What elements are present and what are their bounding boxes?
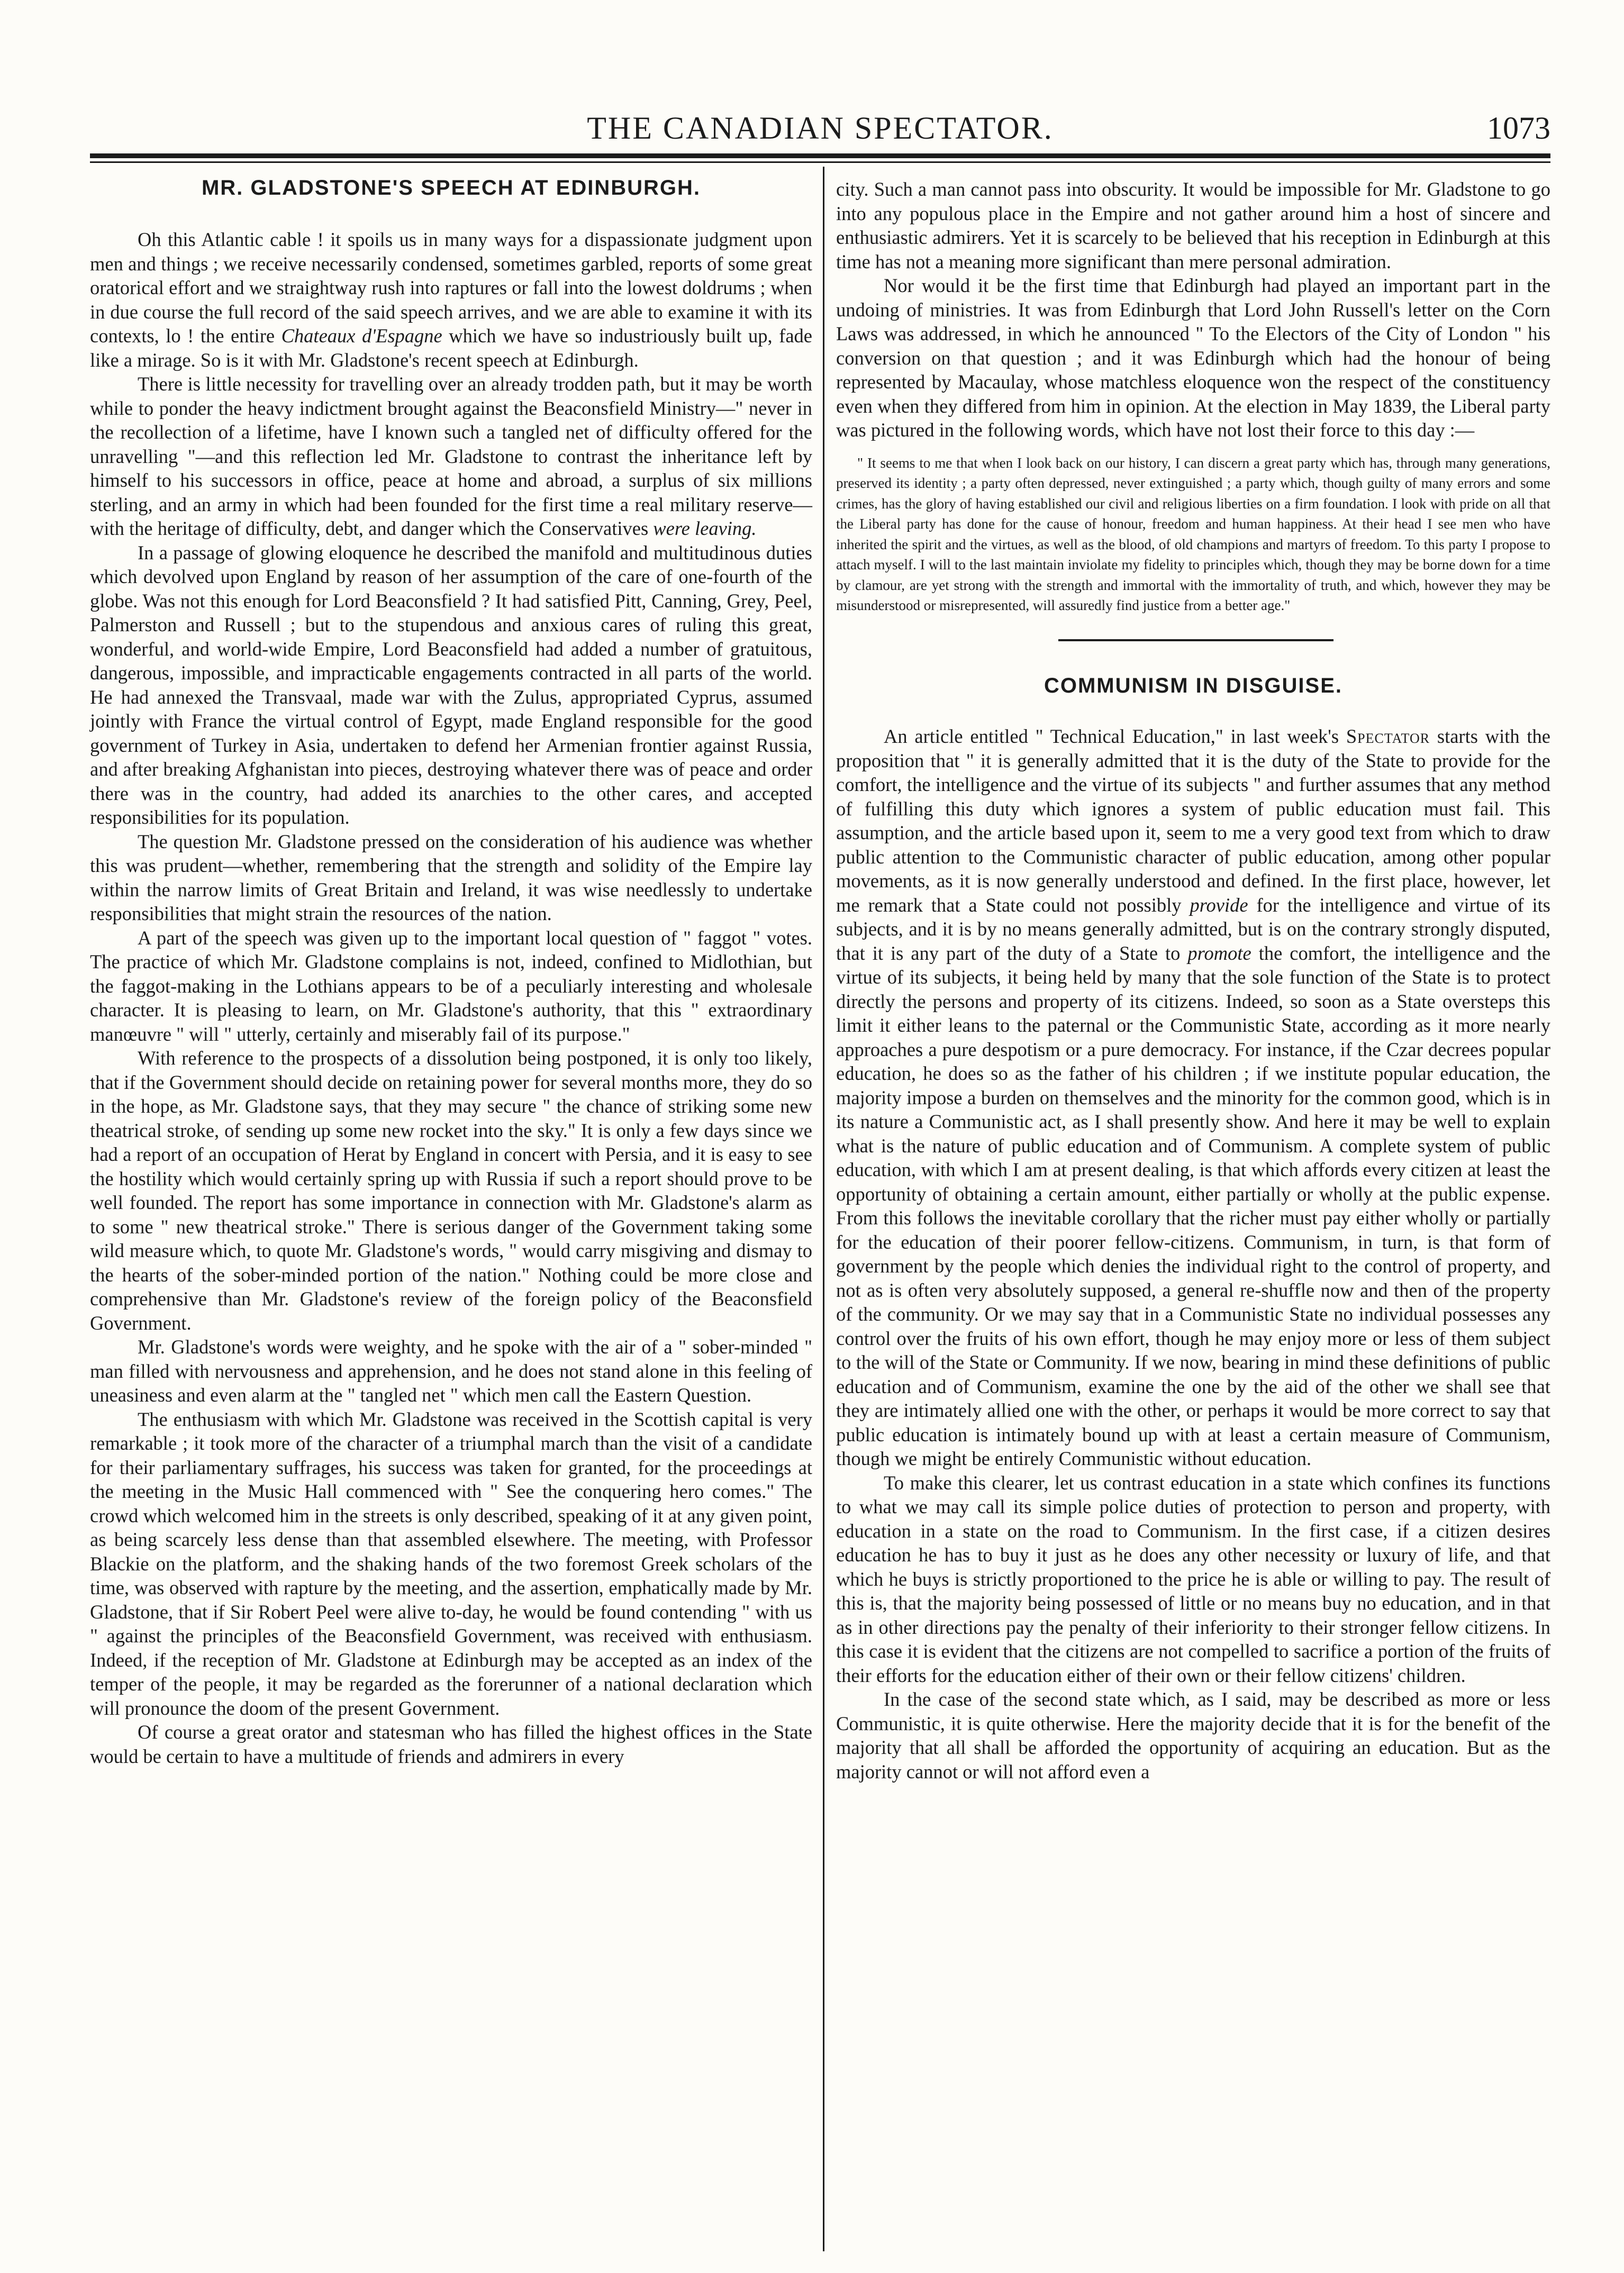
paragraph-continued: city. Such a man cannot pass into obscurity. It would be impossible for Mr. Gladstone to go into any populous place in the Empire and not gather around him a host of sincere and enthusiastic admirers. Yet it is scarcely to be believed that his reception in Edinburgh at this time has not a meaning more significant than mere personal admiration.: [836, 178, 1550, 272]
article-title-communism: COMMUNISM IN DISGUISE.: [1044, 674, 1343, 697]
paragraph: Nor would it be the first time that Edinburgh had played an important part in the undoing of ministries. It was from Edinburgh that Lord John Russell's letter on the Corn Laws was addressed, in which he announced " To the Electors of the City of London " his conversion on that question ; and it was Edinburgh which had the honour of being represented by Macaulay, whose matchless eloquence won the respect of the constituency even when they differed from him in opinion. At the election in May 1839, the Liberal party was pictured in the following words, which have not lost their force to this day :—: [836, 275, 1550, 441]
paragraph: Mr. Gladstone's words were weighty, and he spoke with the air of a " sober-minded " man filled with nervousness and apprehension, and he does not stand alone in this feeling of uneasiness and even alarm at the " tangled net " which men call the Eastern Question.: [90, 1336, 812, 1406]
paragraph: There is little necessity for travelling over an already trodden path, but it may be worth while to ponder the heavy indictment brought against the Beaconsfield Ministry—" never in the recollection of a lifetime, have I known such a tangled net of difficulty offered for the unravelling "—and this reflection led Mr. Gladstone to contrast the inheritance left by himself to his successors in office, peace at home and abroad, a surplus of six millions sterling, and an army in which had been founded for the first time a real military reserve—with the heritage of difficulty, debt, and danger which the Conservatives were leaving.: [90, 373, 812, 539]
paragraph: Of course a great orator and statesman who has filled the highest offices in the State would be certain to have a multitude of friends and admirers in every: [90, 1721, 812, 1767]
section-separator: [836, 631, 1550, 658]
page-number: 1073: [1487, 111, 1550, 146]
paragraph: An article entitled " Technical Education," in last week's Spectator starts with the proposition that " it is generally admitted that it is the duty of the State to provide for the comfort, the intelligence and the virtue of its subjects " and further assumes that any method of fulfilling this duty which ignores a system of public education must fail. This assumption, and the article based upon it, seem to me a very good text from which to draw public attention to the Communistic character of public education, among other popular movements, as it is now generally understood and defined. In the first place, however, let me remark that a State could not possibly provide for the intelligence and virtue of its subjects, and it is by no means generally admitted, but is on the contrary strongly disputed, that it is any part of the duty of a State to promote the comfort, the intelligence and the virtue of its subjects, it being held by many that the sole function of the State is to protect directly the persons and property of its citizens. Indeed, so soon as a State oversteps this limit it either leans to the paternal or the Communistic State, according as it more nearly approaches a pure despotism or a pure democracy. For instance, if the Czar decrees popular education, he does so as the father of his children ; if we institute popular education, the majority impose a burden on themselves and the minority for the common good, which is in its nature a Communistic act, as I shall presently show. And here it may be well to explain what is the nature of public education and of Communism. A complete system of public education, with which I am at present dealing, is that which affords every citizen at least the opportunity of obtaining a certain amount, either partially or wholly at the public expense. From this follows the inevitable corollary that the richer must pay either wholly or partially for the education of their poorer fellow-citizens. Communism, in turn, is that form of government by the people which denies the individual right to the control of property, and not as is often very absolutely supposed, a general re-shuffle now and then of the property of the community. Or we may say that in a Communistic State no individual possesses any control over the fruits of his own effort, though he may enjoy more or less of them subject to the will of the State or Community. If we now, bearing in mind these definitions of public education and of Communism, examine the one by the aid of the other we shall see that they are intimately allied one with the other, or perhaps it would be more correct to say that public education is intimately bound up with at least a certain measure of Communism, though we might be entirely Communistic without education.: [836, 725, 1551, 1469]
left-column: [90, 177, 812, 1768]
paragraph: With reference to the prospects of a dissolution being postponed, it is only too likely, that if the Government should decide on retaining power for several months more, they do so in the hope, as Mr. Gladstone says, that they may secure " the chance of striking some new theatrical stroke, of sending up some new rocket into the sky." It is only a few days since we had a report of an occupation of Herat by England in concert with Persia, and it is easy to see the hostility which would certainly spring up with Russia if such a report should prove to be well founded. The report has some importance in connection with Mr. Gladstone's alarm as to some " new theatrical stroke." There is serious danger of the Government taking some wild measure which, to quote Mr. Gladstone's words, " would carry misgiving and dismay to the hearts of the sober-minded portion of the nation." Nothing could be more close and comprehensive than Mr. Gladstone's review of the foreign policy of the Beaconsfield Government.: [90, 1047, 812, 1334]
paragraph: Oh this Atlantic cable ! it spoils us in many ways for a dispassionate judgment upon men and things ; we receive necessarily condensed, sometimes garbled, reports of some great oratorical effort and we straightway rush into raptures or fall into the lowest doldrums ; when in due course the full record of the said speech arrives, and we are able to examine it with its contexts, lo ! the entire Chateaux d'Espagne which we have so industriously built up, fade like a mirage. So is it with Mr. Gladstone's recent speech at Edinburgh.: [90, 229, 812, 371]
publication-title: THE CANADIAN SPECTATOR.: [587, 111, 1054, 146]
paragraph: A part of the speech was given up to the important local question of " faggot " votes. The practice of which Mr. Gladstone complains is not, indeed, confined to Midlothian, but the faggot-making in the Lothians appears to be of a peculiarly interesting and wholesale character. It is pleasing to learn, on Mr. Gladstone's authority, that this " extraordinary manœuvre " will " utterly, certainly and miserably fail of its purpose.": [90, 926, 812, 1045]
column-divider: [823, 167, 824, 2251]
article-title-gladstone: MR. GLADSTONE'S SPEECH AT EDINBURGH.: [201, 176, 701, 199]
paragraph: The enthusiasm with which Mr. Gladstone was received in the Scottish capital is very remarkable ; it took more of the character of a triumphal march than the visit of a candidate for their parliamentary suffrages, his success was taken for granted, for the proceedings at the meeting in the Music Hall commenced with " See the conquering hero comes." The crowd which welcomed him in the streets is only described, speaking of it at any given point, as being scarcely less dense than that assembled elsewhere. The meeting, with Professor Blackie on the platform, and the shaking hands of the two foremost Greek scholars of the time, was observed with rapture by the meeting, and the assertion, emphatically made by Mr. Gladstone, that if Sir Robert Peel were alive to-day, he would be found contending " with us " against the principles of the Beaconsfield Government, was received with enthusiasm. Indeed, if the reception of Mr. Gladstone at Edinburgh may be accepted as an index of the temper of the people, it may be regarded as the forerunner of a national declaration which will pronounce the doom of the present Government.: [90, 1408, 812, 1719]
header-rule-thick: [90, 153, 1550, 158]
page-header: [90, 110, 1550, 158]
header-rule-thin: [90, 161, 1550, 163]
paragraph: To make this clearer, let us contrast education in a state which confines its functions to what we may call its simple police duties of protection to person and property, with education in a state on the road to Communism. In the first case, if a citizen desires education he has to buy it just as he does any other necessity or luxury of life, and that which he buys is strictly proportioned to the price he is able or willing to pay. The result of this is, that the majority being possessed of little or no means buy no education, and in that as in other directions pay the penalty of their inferiority to their stronger fellow citizens. In this case it is evident that the citizens are not compelled to sacrifice a portion of the fruits of their efforts for the education either of their own or their fellow citizens' children.: [836, 1471, 1550, 1686]
paragraph: In the case of the second state which, as I said, may be described as more or less Communistic, it is quite otherwise. Here the majority decide that it is for the benefit of the majority that all shall be afforded the opportunity of acquiring an education. But as the majority cannot or will not afford even a: [836, 1688, 1550, 1783]
quote-text: " It seems to me that when I look back on our history, I can discern a great party which has, through many generations, preserved its identity ; a party often depressed, never extinguished ; a party which, though guilty of many errors and some crimes, has the glory of having established our civil and religious liberties on a firm foundation. I look with pride on all that the Liberal party has done for the cause of honour, freedom and human happiness. At their head I see men who have inherited the spirit and the virtues, as well as the blood, of old champions and martyrs of freedom. To this party I propose to attach myself. I will to the last maintain inviolate my fidelity to principles which, though they may be borne down for a time by clamour, are yet strong with the strength and immortal with the immortality of truth, and which, however they may be misunderstood or misrepresented, will assuredly find justice from a better age.": [836, 454, 1550, 613]
paragraph: The question Mr. Gladstone pressed on the consideration of his audience was whether this was prudent—whether, remembering that the strength and solidity of the Empire lay within the narrow limits of Great Britain and Ireland, it was wise needlessly to undertake responsibilities that might strain the resources of the nation.: [90, 830, 812, 924]
right-column: [836, 177, 1550, 1784]
block-quote: [836, 453, 1550, 616]
paragraph: In a passage of glowing eloquence he described the manifold and multitudinous duties which devolved upon England by reason of her assumption of the care of one-fourth of the globe. Was not this enough for Lord Beaconsfield ? It had satisfied Pitt, Canning, Grey, Peel, Palmerston and Russell ; but to the stupendous and anxious cares of ruling this great, wonderful, and world-wide Empire, Lord Beaconsfield had added a number of gratuitous, dangerous, impossible, and impracticable engagements contracted in all parts of the world. He had annexed the Transvaal, made war with the Zulus, appropriated Cyprus, assumed jointly with France the virtual control of Egypt, made England responsible for the good government of Turkey in Asia, undertaken to defend her Armenian frontier against Russia, and after breaking Afghanistan into pieces, destroying whatever there was of peace and order there was in the country, had added its anarchies to the other cares, and accepted responsibilities for its population.: [90, 541, 812, 828]
